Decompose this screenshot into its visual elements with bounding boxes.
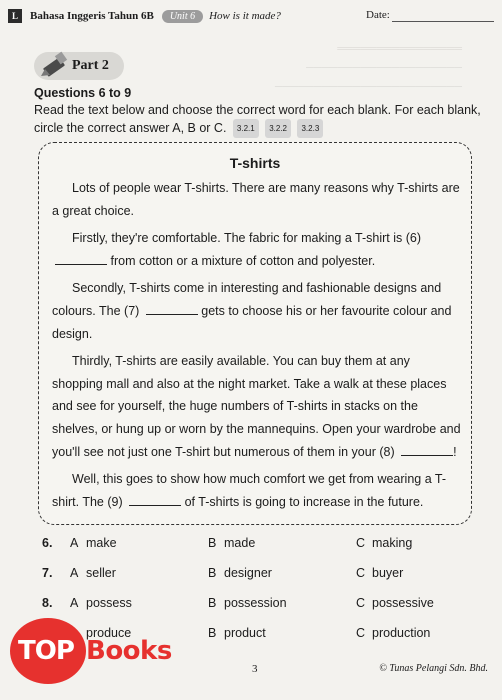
passage-title: T-shirts	[229, 155, 281, 171]
skill-tag: 3.2.1	[233, 119, 259, 138]
unit-subtitle: How is it made?	[209, 10, 281, 22]
paragraph: Well, this goes to show how much comfort we get from wearing a T-shirt. The (9) of T-shirts is going to increase in the future.	[52, 472, 446, 509]
topbooks-watermark-logo	[10, 618, 200, 684]
paragraph: Firstly, they're comfortable. The fabric for making a T-shirt is (6) from cotton or a mixture of cotton and polyester.	[52, 227, 462, 272]
instructions-text: Read the text below and choose the correct word for each blank. For each blank, circle the correct answer A, B or C.	[34, 103, 481, 135]
questions-title: Questions 6 to 9	[34, 86, 132, 100]
passage-box	[38, 142, 472, 525]
option-a[interactable]: A make	[70, 536, 117, 550]
answer-row	[42, 596, 482, 614]
option-b[interactable]: B made	[208, 536, 256, 550]
watermark-books-text: Books	[86, 636, 172, 666]
answer-blank[interactable]	[129, 493, 181, 506]
option-c[interactable]: C buyer	[356, 566, 404, 580]
option-b[interactable]: B designer	[208, 566, 272, 580]
question-number: 8.	[42, 596, 53, 610]
option-b[interactable]: B product	[208, 626, 266, 640]
option-c[interactable]: C production	[356, 626, 431, 640]
answer-blank[interactable]	[55, 252, 107, 265]
book-title: Bahasa Inggeris Tahun 6B	[30, 10, 154, 22]
unit-badge: Unit 6	[162, 10, 203, 23]
date-label: Date:	[366, 9, 390, 21]
question-number: 7.	[42, 566, 53, 580]
option-a[interactable]: produce	[86, 626, 132, 640]
paragraph: Lots of people wear T-shirts. There are many reasons why T-shirts are a great choice.	[52, 181, 460, 218]
skill-tag: 3.2.3	[297, 119, 323, 138]
watermark-top-text: TOP	[18, 636, 74, 666]
passage-text	[52, 177, 462, 518]
copyright-notice: © Tunas Pelangi Sdn. Bhd.	[379, 663, 488, 674]
answer-blank[interactable]	[401, 443, 453, 456]
part-badge	[34, 52, 124, 80]
show-through-background: ════════════════ ──────────────────── ────────────────────────	[274, 43, 462, 93]
question-number: 6.	[42, 536, 53, 550]
skill-tag: 3.2.2	[265, 119, 291, 138]
answer-blank[interactable]	[146, 302, 198, 315]
pencil-icon	[36, 48, 70, 82]
answer-row	[42, 536, 482, 554]
option-c[interactable]: C making	[356, 536, 413, 550]
option-a[interactable]: A possess	[70, 596, 132, 610]
page-header	[8, 6, 496, 26]
paragraph: Thirdly, T-shirts are easily available. You can buy them at any shopping mall and also at the night market. Take a walk at these places and see for yourself, the huge numbers of T-shirts in stacks on the shelves, or hung up or worn by the mannequins. Open your wardrobe and you'll see not just one T-shirt but numerous of them in your (8) !	[52, 354, 461, 459]
date-blank[interactable]	[392, 21, 494, 22]
paragraph: Secondly, T-shirts come in interesting and fashionable designs and colours. The (7) gets to choose his or her favourite colour and design.	[52, 281, 452, 341]
option-a[interactable]: A seller	[70, 566, 116, 580]
option-b[interactable]: B possession	[208, 596, 287, 610]
publisher-logo-icon: L	[8, 9, 22, 23]
part-title: Part 2	[72, 58, 109, 73]
instructions	[34, 102, 484, 138]
page-number: 3	[252, 663, 258, 675]
option-c[interactable]: C possessive	[356, 596, 434, 610]
answer-row	[42, 566, 482, 584]
